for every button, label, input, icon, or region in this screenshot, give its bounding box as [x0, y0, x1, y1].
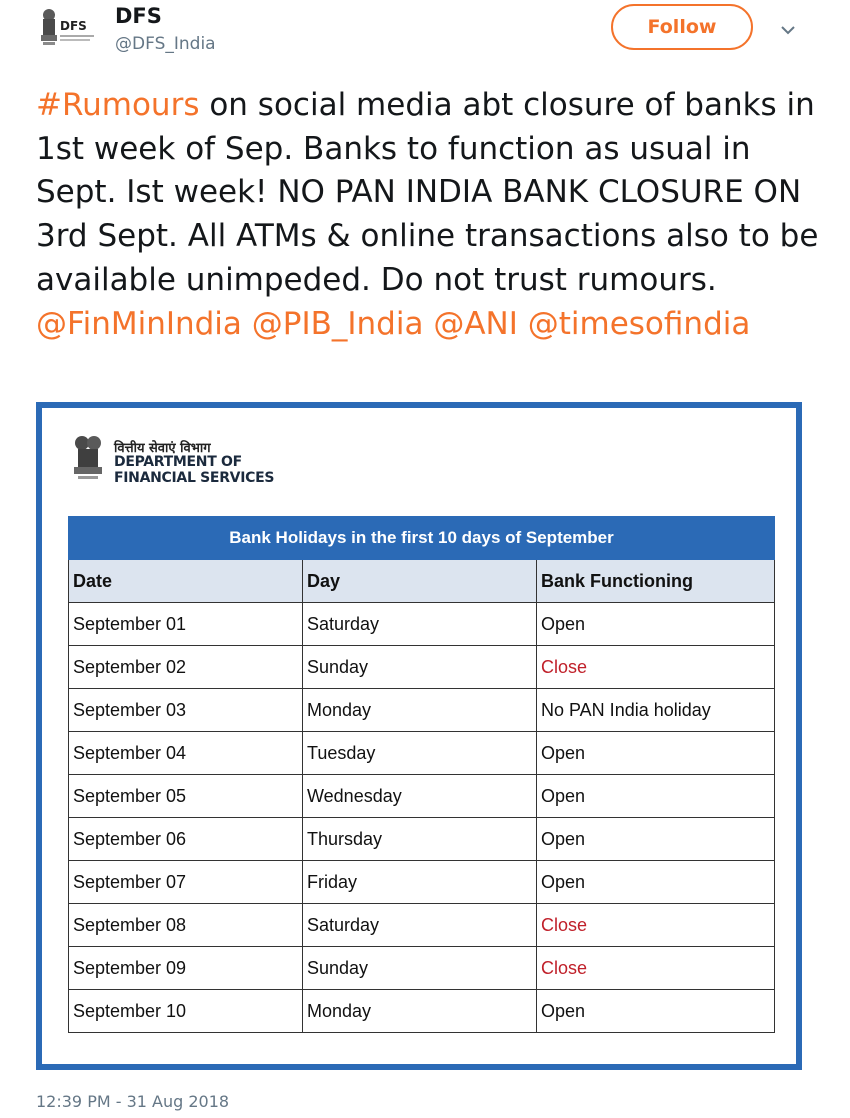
tweet-timestamp[interactable]: 12:39 PM - 31 Aug 2018	[36, 1092, 230, 1111]
day-cell: Tuesday	[303, 732, 537, 775]
day-cell: Sunday	[303, 947, 537, 990]
dept-name-hindi: वित्तीय सेवाएं विभाग	[114, 441, 211, 456]
table-row	[69, 818, 775, 861]
tweet-header	[0, 0, 850, 72]
date-cell: September 04	[69, 732, 303, 775]
day-cell: Saturday	[303, 904, 537, 947]
holiday-table	[68, 516, 775, 1033]
tweet-text-segment	[423, 306, 433, 342]
table-row	[69, 732, 775, 775]
table-row	[69, 904, 775, 947]
status-cell: Close	[537, 947, 775, 990]
tweet-text-segment: on social media abt closure of banks in 1st week of Sep. Banks to function as usual in Sept. Ist week! NO PAN INDIA BANK CLOSURE ON 3rd Sept. All ATMs & online transactions also to be available unimpeded. Do not trust rumours.	[36, 87, 819, 298]
date-cell: September 05	[69, 775, 303, 818]
tweet-link[interactable]: @timesofindia	[527, 305, 751, 342]
tweet-link[interactable]: @ANI	[433, 305, 518, 342]
table-row	[69, 947, 775, 990]
column-header-day: Day	[303, 560, 537, 603]
dept-name-line2: FINANCIAL SERVICES	[114, 470, 275, 486]
date-cell: September 09	[69, 947, 303, 990]
table-row	[69, 603, 775, 646]
table-row	[69, 861, 775, 904]
avatar-label: DFS	[60, 19, 87, 33]
status-cell: Open	[537, 861, 775, 904]
column-header-bank-functioning: Bank Functioning	[537, 560, 775, 603]
display-name[interactable]: DFS	[115, 4, 162, 28]
emblem-icon	[37, 6, 99, 52]
date-cell: September 07	[69, 861, 303, 904]
status-cell: Close	[537, 904, 775, 947]
day-cell: Sunday	[303, 646, 537, 689]
table-row	[69, 646, 775, 689]
table-row	[69, 990, 775, 1033]
status-cell: Open	[537, 818, 775, 861]
tweet-media-image[interactable]	[36, 402, 802, 1070]
chevron-down-icon[interactable]	[780, 22, 796, 38]
tweet-text	[36, 84, 826, 346]
table-caption: Bank Holidays in the first 10 days of September	[69, 517, 775, 560]
status-cell: Open	[537, 775, 775, 818]
tweet-text-segment	[242, 306, 252, 342]
user-handle[interactable]: @DFS_India	[115, 34, 216, 54]
dept-name-line1: DEPARTMENT OF	[114, 454, 242, 470]
tweet-link[interactable]: #Rumours	[36, 87, 200, 123]
status-cell: Open	[537, 603, 775, 646]
day-cell: Wednesday	[303, 775, 537, 818]
profile-avatar[interactable]	[37, 6, 99, 52]
emblem-icon	[68, 434, 108, 484]
day-cell: Monday	[303, 990, 537, 1033]
day-cell: Saturday	[303, 603, 537, 646]
date-cell: September 02	[69, 646, 303, 689]
date-cell: September 10	[69, 990, 303, 1033]
date-cell: September 06	[69, 818, 303, 861]
follow-button[interactable]: Follow	[611, 4, 753, 50]
date-cell: September 08	[69, 904, 303, 947]
tweet-link[interactable]: @PIB_India	[251, 305, 424, 342]
table-row	[69, 689, 775, 732]
date-cell: September 01	[69, 603, 303, 646]
day-cell: Monday	[303, 689, 537, 732]
tweet-link[interactable]: @FinMinIndia	[36, 305, 242, 342]
date-cell: September 03	[69, 689, 303, 732]
column-header-date: Date	[69, 560, 303, 603]
day-cell: Friday	[303, 861, 537, 904]
day-cell: Thursday	[303, 818, 537, 861]
status-cell: No PAN India holiday	[537, 689, 775, 732]
status-cell: Open	[537, 990, 775, 1033]
status-cell: Open	[537, 732, 775, 775]
status-cell: Close	[537, 646, 775, 689]
table-row	[69, 775, 775, 818]
tweet-text-segment	[518, 306, 528, 342]
